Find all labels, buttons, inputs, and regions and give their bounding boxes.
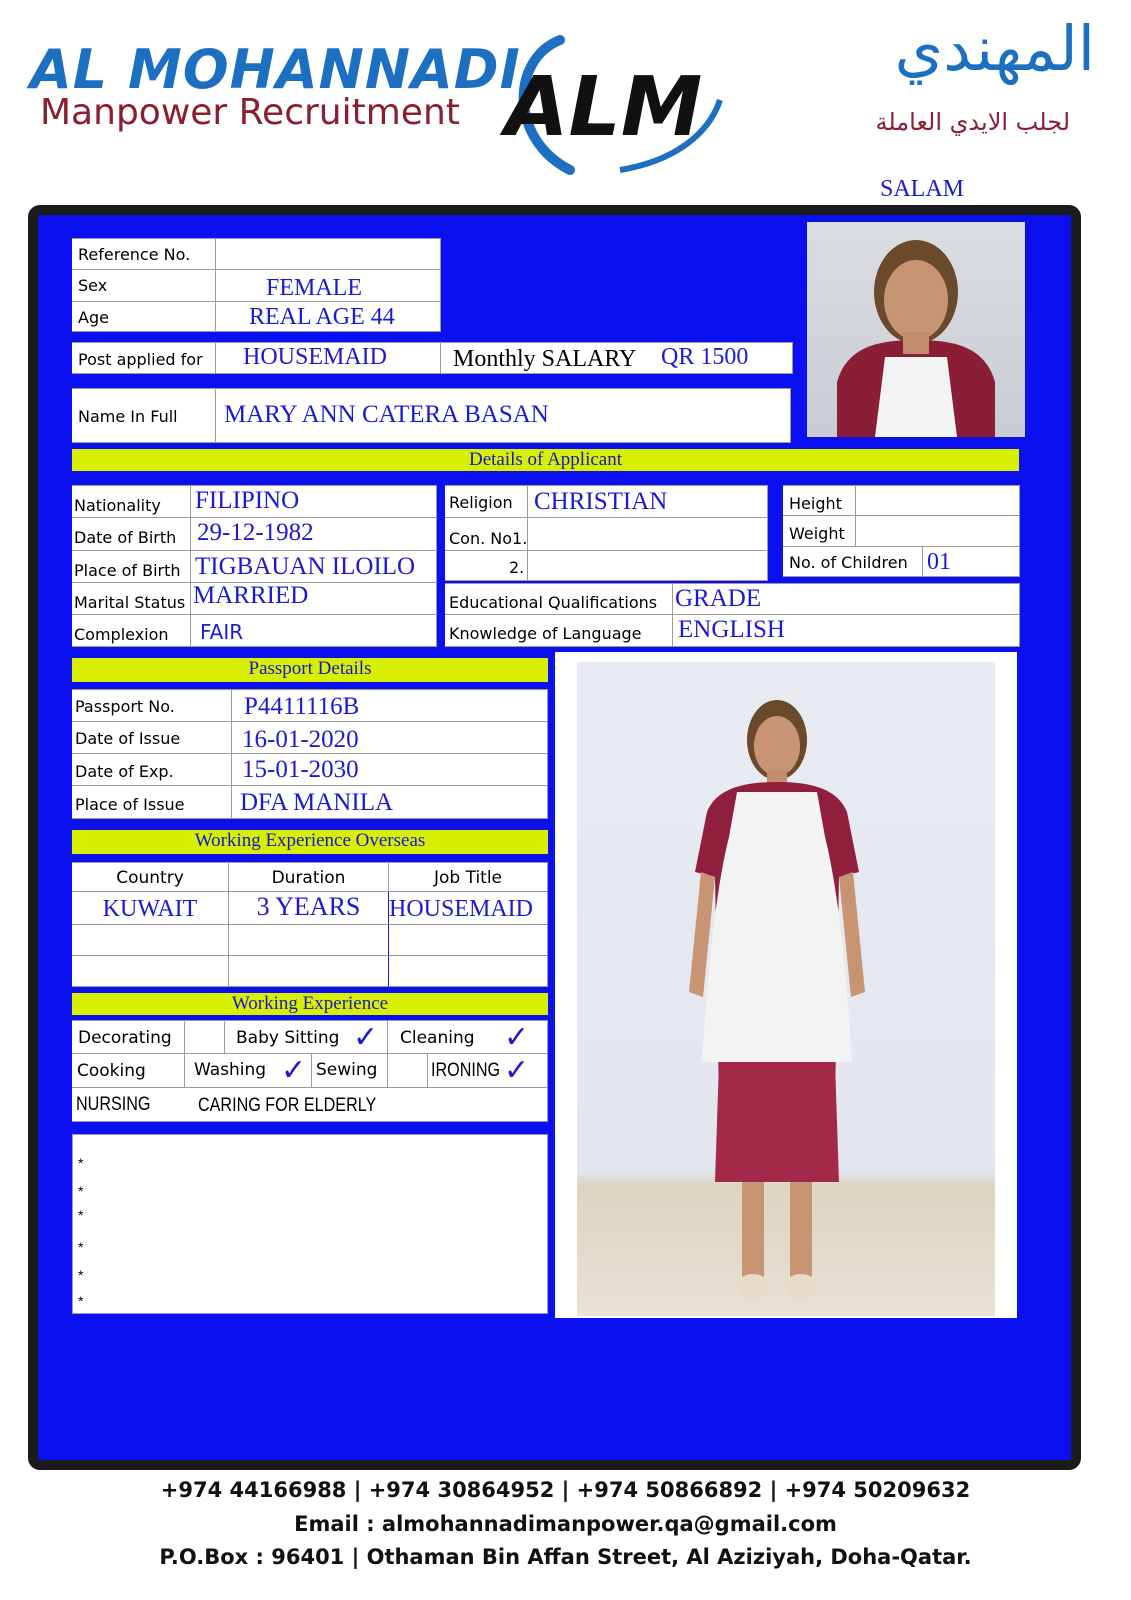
nationality-value: FILIPINO <box>195 487 300 514</box>
brand-name: AL MOHANNADI <box>30 38 521 101</box>
overseas-header-job-label: Job Title <box>433 868 503 888</box>
height-label-cell <box>783 485 856 516</box>
complexion-value: FAIR <box>200 620 244 644</box>
children-label-cell <box>783 547 923 577</box>
reference-value-cell <box>216 238 441 270</box>
overseas-row-2-country <box>72 925 229 956</box>
skill-other-row <box>72 1088 548 1122</box>
note-bullet: * <box>78 1267 84 1283</box>
children-value: 01 <box>927 549 951 575</box>
sex-value: FEMALE <box>266 275 362 301</box>
notes-box <box>72 1134 548 1314</box>
passport-issue-label-cell <box>72 722 232 754</box>
passport-number-label-cell <box>72 689 232 722</box>
passport-number-value-cell <box>232 689 548 722</box>
marital-value-cell <box>191 583 437 615</box>
overseas-section-header: Working Experience Overseas <box>72 830 548 854</box>
con2-value-cell <box>528 551 768 581</box>
cleaning-check-icon: ✓ <box>504 1021 530 1054</box>
footer-phones: +974 44166988 | +974 30864952 | +974 50866892 | +974 50209632 <box>160 1478 971 1502</box>
details-section-header: Details of Applicant <box>72 449 1019 471</box>
skill-caring-label: CARING FOR ELDERLY <box>198 1095 377 1116</box>
note-bullet: * <box>78 1155 84 1171</box>
passport-place-label: Place of Issue <box>75 795 185 814</box>
footer-address: P.O.Box : 96401 | Othaman Bin Affan Street, Al Aziziyah, Doha-Qatar. <box>159 1545 972 1569</box>
overseas-row-1-country <box>72 892 229 925</box>
complexion-label-cell <box>72 615 191 647</box>
age-value-cell <box>216 302 441 332</box>
passport-exp-label-cell <box>72 754 232 786</box>
passport-exp-value: 15-01-2030 <box>242 756 359 783</box>
skill-washing-label: Washing <box>194 1060 267 1080</box>
passport-number-value: P4411116B <box>244 693 360 720</box>
overseas-row-1-country-value: KUWAIT <box>102 896 198 922</box>
note-bullet: * <box>78 1183 84 1199</box>
pob-label: Place of Birth <box>74 561 181 580</box>
marital-label-cell <box>72 583 191 615</box>
religion-label-cell <box>445 485 528 518</box>
dob-value-cell <box>191 518 437 551</box>
passport-issue-value-cell <box>232 722 548 754</box>
passport-place-label-cell <box>72 786 232 819</box>
skill-sewing-label: Sewing <box>316 1060 378 1080</box>
weight-value-cell <box>856 516 1020 547</box>
language-label-cell <box>445 615 673 647</box>
arabic-name: المهندي <box>894 12 1095 85</box>
passport-exp-value-cell <box>232 754 548 786</box>
dob-label: Date of Birth <box>74 528 177 547</box>
skill-ironing-label: IRONING <box>431 1060 501 1081</box>
passport-issue-value: 16-01-2020 <box>242 726 359 753</box>
alm-logo <box>500 20 730 180</box>
pob-value-cell <box>191 551 437 583</box>
skill-decorating-mark <box>185 1020 225 1054</box>
children-label: No. of Children <box>789 553 908 572</box>
con2-label: 2. <box>509 558 525 577</box>
complexion-value-cell <box>191 615 437 647</box>
salary-label: Monthly SALARY <box>453 346 637 372</box>
passport-issue-label: Date of Issue <box>75 729 181 748</box>
greeting: SALAM <box>880 176 965 202</box>
note-bullet: * <box>78 1239 84 1255</box>
salary-cell <box>441 342 793 374</box>
footer-email: Email : almohannadimanpower.qa@gmail.com <box>294 1512 837 1536</box>
marital-value: MARRIED <box>193 583 309 609</box>
passport-place-value: DFA MANILA <box>240 789 394 816</box>
skill-cleaning-cell <box>388 1020 548 1054</box>
post-label: Post applied for <box>78 350 203 369</box>
skill-decorating-cell <box>72 1020 185 1054</box>
religion-value: CHRISTIAN <box>534 488 668 515</box>
language-label: Knowledge of Language <box>449 624 642 643</box>
sex-value-cell <box>216 270 441 302</box>
children-value-cell <box>923 547 1020 577</box>
overseas-header-job <box>389 862 548 892</box>
overseas-row-3-country <box>72 956 229 987</box>
ironing-check-icon: ✓ <box>504 1054 530 1087</box>
con1-value-cell <box>528 518 768 551</box>
skill-sewing-cell <box>312 1054 388 1088</box>
babysitting-check-icon: ✓ <box>353 1021 379 1054</box>
age-value: REAL AGE 44 <box>249 304 395 330</box>
full-photo-image <box>577 662 995 1316</box>
post-label-cell <box>72 342 216 374</box>
overseas-header-duration-label: Duration <box>271 868 346 888</box>
post-value: HOUSEMAID <box>243 344 387 370</box>
overseas-row-3-job <box>389 956 548 987</box>
reference-label-cell <box>72 238 216 270</box>
nationality-label-cell <box>72 485 191 518</box>
overseas-row-3-duration <box>229 956 389 987</box>
dob-value: 29-12-1982 <box>197 519 314 546</box>
religion-label: Religion <box>449 493 513 512</box>
overseas-row-1-duration <box>229 892 389 925</box>
overseas-row-2-job <box>389 925 548 956</box>
skill-ironing-spacer <box>388 1054 428 1088</box>
height-value-cell <box>856 485 1020 516</box>
note-bullet: * <box>78 1207 84 1223</box>
overseas-row-1-job <box>389 892 548 925</box>
complexion-label: Complexion <box>74 625 169 644</box>
skill-washing-cell <box>185 1054 312 1088</box>
education-value-cell <box>673 583 1020 615</box>
salary-value: QR 1500 <box>661 344 749 370</box>
overseas-row-2-duration <box>229 925 389 956</box>
name-label: Name In Full <box>78 407 178 426</box>
skill-cleaning-label: Cleaning <box>400 1028 475 1048</box>
sex-label: Sex <box>78 276 108 295</box>
applicant-portrait-photo <box>807 222 1025 437</box>
washing-check-icon: ✓ <box>281 1054 307 1087</box>
con1-label: Con. No1. <box>449 529 528 548</box>
education-label: Educational Qualifications <box>449 593 658 612</box>
overseas-header-country <box>72 862 229 892</box>
name-label-cell <box>72 388 216 443</box>
skill-nursing-label: NURSING <box>76 1094 151 1115</box>
language-value: ENGLISH <box>678 616 785 643</box>
language-value-cell <box>673 615 1020 647</box>
weight-label: Weight <box>789 524 845 543</box>
marital-label: Marital Status <box>74 593 186 612</box>
alm-logo-text: ALM <box>505 60 703 155</box>
age-label: Age <box>78 308 109 327</box>
sex-label-cell <box>72 270 216 302</box>
reference-label: Reference No. <box>78 245 191 264</box>
passport-number-label: Passport No. <box>75 697 175 716</box>
passport-place-value-cell <box>232 786 548 819</box>
skill-babysitting-cell <box>225 1020 388 1054</box>
pob-value: TIGBAUAN ILOILO <box>195 553 416 580</box>
applicant-full-photo <box>555 652 1017 1318</box>
overseas-row-1-duration-value: 3 YEARS <box>256 892 361 921</box>
height-label: Height <box>789 494 842 513</box>
name-value-cell <box>216 388 791 443</box>
skill-babysitting-label: Baby Sitting <box>236 1028 340 1048</box>
con2-label-cell <box>445 551 528 581</box>
dob-label-cell <box>72 518 191 551</box>
age-label-cell <box>72 302 216 332</box>
header <box>0 0 1131 200</box>
skill-decorating-label: Decorating <box>78 1028 172 1048</box>
education-label-cell <box>445 583 673 615</box>
skill-cooking-label: Cooking <box>77 1061 146 1081</box>
name-value: MARY ANN CATERA BASAN <box>224 401 549 428</box>
overseas-row-1-job-value: HOUSEMAID <box>389 896 533 922</box>
experience-section-header: Working Experience <box>72 993 548 1015</box>
nationality-value-cell <box>191 485 437 518</box>
pob-label-cell <box>72 551 191 583</box>
brand-subtitle: Manpower Recruitment <box>40 92 460 133</box>
note-bullet: * <box>78 1293 84 1309</box>
skill-ironing-cell <box>428 1054 548 1088</box>
nationality-label: Nationality <box>74 496 161 515</box>
religion-value-cell <box>528 485 768 518</box>
passport-section-header: Passport Details <box>72 658 548 682</box>
education-value: GRADE <box>675 585 762 612</box>
overseas-header-duration <box>229 862 389 892</box>
skill-cooking-cell <box>72 1054 185 1088</box>
overseas-header-country-label: Country <box>116 868 184 888</box>
weight-label-cell <box>783 516 856 547</box>
passport-exp-label: Date of Exp. <box>75 762 174 781</box>
post-value-cell <box>216 342 441 374</box>
arabic-subtitle: لجلب الايدي العاملة <box>875 108 1070 136</box>
con1-label-cell <box>445 518 528 551</box>
